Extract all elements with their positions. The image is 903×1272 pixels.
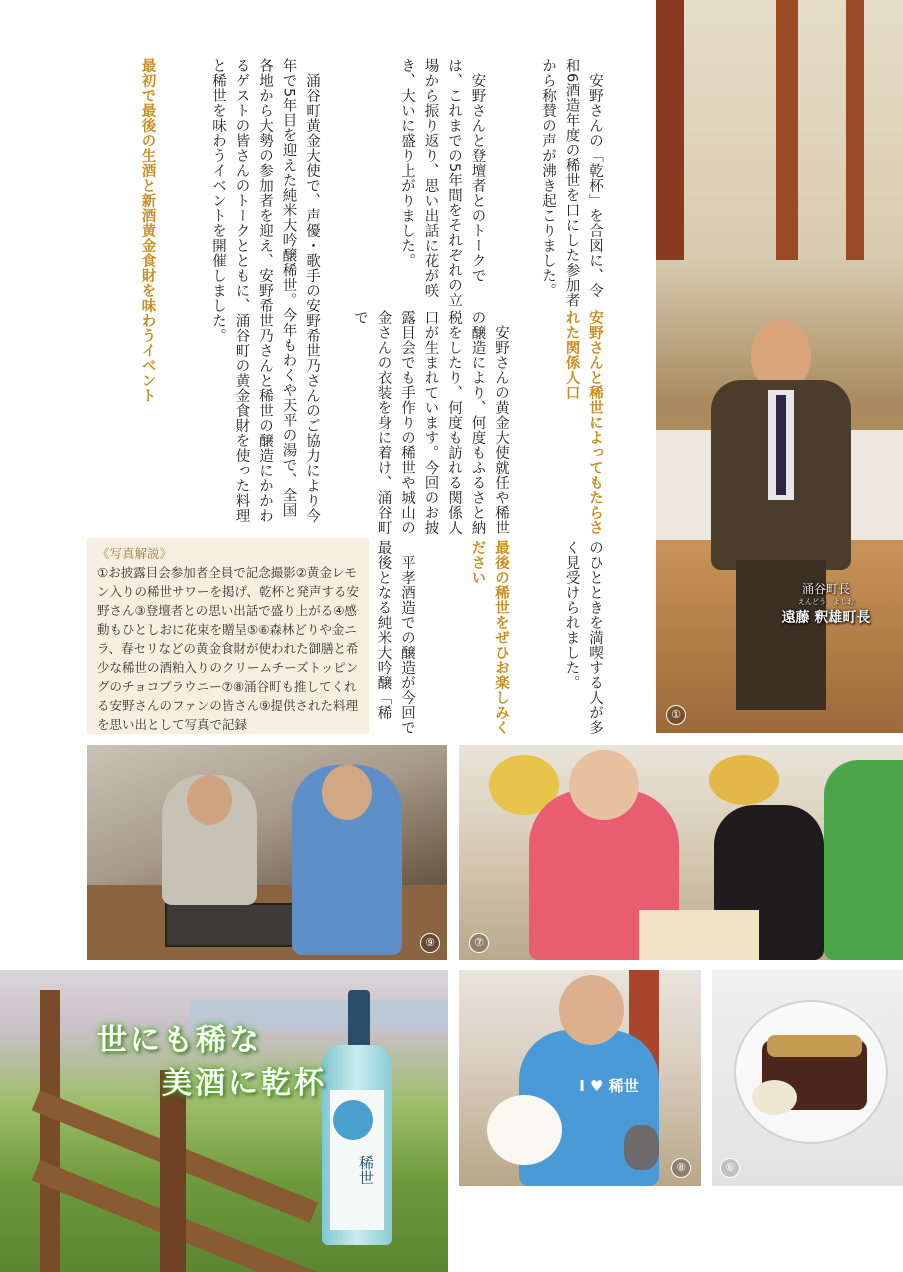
captions-title: 《写真解説》: [97, 546, 173, 561]
mayor-ruby: えんどう よしお: [798, 598, 854, 606]
photo-mayor: [656, 0, 903, 733]
bottle-label: 稀世: [357, 1155, 375, 1185]
photo-fans-table: [459, 745, 903, 960]
article-column-c: [308, 310, 653, 535]
mayor-name: 遠藤 釈雄町長: [781, 610, 871, 626]
paragraph: 安野さんと登壇者とのトークでは、これまでの5年間をそれぞれの立場から振り返り、思い出話に花が咲き、大いに盛り上がりました。: [399, 58, 486, 308]
paragraph: 安野さんの黄金大使就任や稀世の醸造により、何度もふるさと納税をしたり、何度も訪れる関係人口が生まれています。今回のお披露目会でも手作りの稀世や城山の金さんの衣装を身に着け、涌谷町で: [352, 310, 509, 535]
shirt-text: I ♥ 稀世: [579, 1077, 639, 1095]
photo-number-badge: ⑦: [469, 933, 489, 953]
article-column-d: [355, 58, 653, 308]
photo-fan-with-plush: [459, 970, 701, 1186]
section-heading: 最後の稀世をぜひお楽しみください: [469, 540, 509, 735]
photo-bottle-riverside: [0, 970, 448, 1272]
photo-captions: [87, 538, 369, 734]
mayor-label: [751, 580, 901, 627]
mayor-title: 涌谷町長: [801, 582, 850, 596]
paragraph: 涌谷町黄金大使で、声優・歌手の安野希世乃さんのご協力により今年で5年目を迎えた純米大吟醸稀世。今年もわくや天平の湯で、全国各地から大勢の参加者を迎え、安野希世乃さんと稀世の醸造にかかわるゲストの皆さんのトークとともに、涌谷町の黄金食財を使った料理と稀世を味わうイベントを開催しました。: [210, 58, 320, 523]
banner-line-1: 世にも稀な: [97, 1023, 262, 1058]
photo-audience-photographing: [87, 745, 447, 960]
paragraph: 安野さんの「乾杯」を合図に、令和6酒造年度の稀世を口にした参加者から称賛の声が沸き起こりました。: [540, 58, 603, 308]
photo-number-badge: ⑨: [420, 933, 440, 953]
banner-line-2: 美酒に乾杯: [162, 1066, 327, 1101]
article-column-e: [372, 540, 653, 735]
section-heading: 安野さんと稀世によってもたらされた関係人口: [563, 310, 603, 535]
captions-text: ①お披露目会参加者全員で記念撮影②黄金レモン入りの稀世サワーを掲げ、乾杯と発声する安野さん③登壇者との思い出話で盛り上がる④感動もひとしおに花束を贈呈⑤⑥森林どりや金ニラ、春セリなどの黄金食財が使われた御膳と希少な稀世の酒粕入りのクリームチーズトッピングのチョコブラウニー⑦⑧涌谷町も推してくれる安野さんのファンの皆さん⑨提供された料理を思い出として写真で記録: [97, 565, 360, 732]
paragraph: 平孝酒造での醸造が今回で最後となる純米大吟醸「稀: [375, 540, 415, 735]
section-heading: 最初で最後の生酒と新酒黄金食財を味わうイベント: [139, 58, 156, 403]
photo-brownie: [712, 970, 903, 1186]
photo-number-badge: ①: [666, 705, 686, 725]
paragraph: のひとときを満喫する人が多く見受けられました。: [563, 540, 603, 735]
photo-number-badge: ⑥: [720, 1158, 740, 1178]
photo-number-badge: ⑧: [671, 1158, 691, 1178]
